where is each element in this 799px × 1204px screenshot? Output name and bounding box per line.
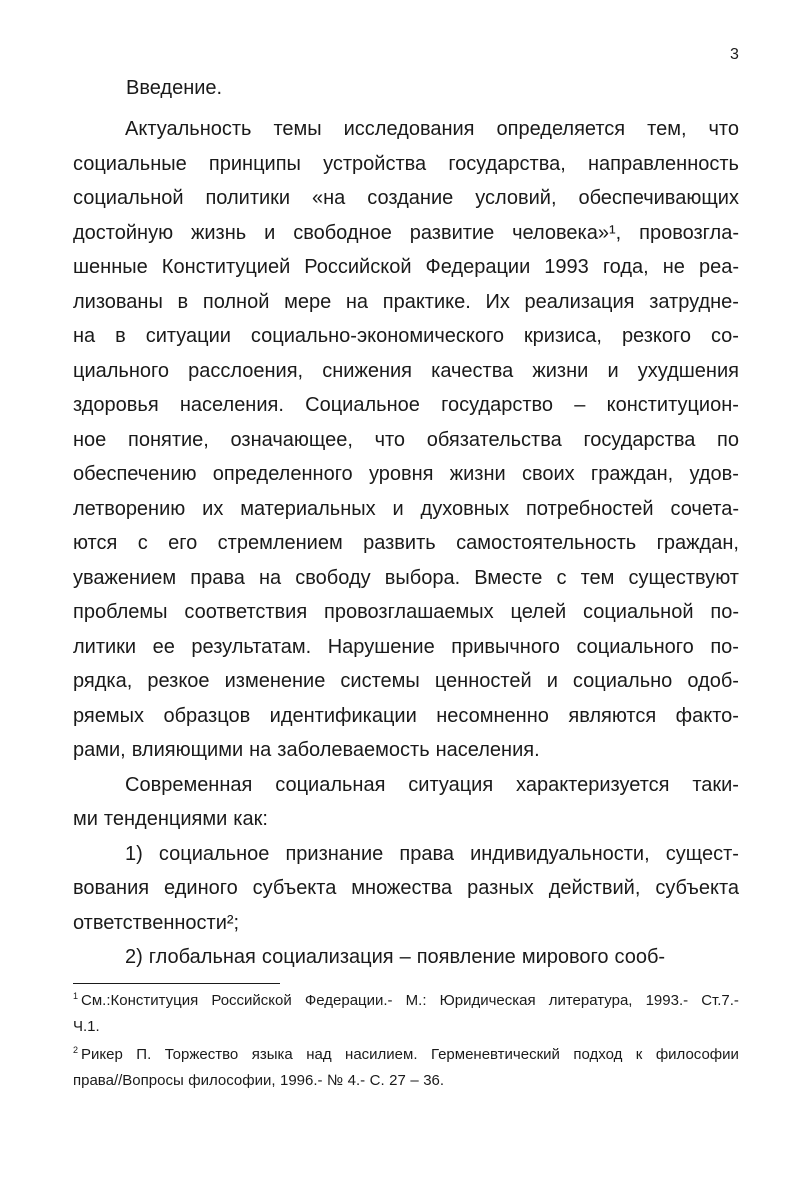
text-line: обеспечению определенного уровня жизни своих граждан, удов-	[73, 463, 739, 485]
text-line: лизованы в полной мере на практике. Их реализация затрудне-	[73, 290, 739, 313]
text-line: ряемых образцов идентификации несомненно являются факто-	[73, 704, 739, 727]
paragraph	[73, 837, 739, 941]
paragraph	[73, 768, 739, 837]
page-number: 3	[730, 46, 739, 63]
text-line: ются с его стремлением развить самостоятельность граждан,	[73, 532, 739, 554]
text-line: здоровья населения. Социальное государство – конституцион-	[73, 394, 739, 416]
section-heading: Введение.	[126, 77, 223, 99]
text-line: литики ее результатам. Нарушение привычного социального по-	[73, 635, 739, 658]
text-line: ное понятие, означающее, что обязательства государства по	[73, 428, 739, 451]
footnote-line: Ч.1.	[73, 1018, 100, 1035]
text-line: летворению их материальных и духовных потребностей сочета-	[73, 497, 739, 520]
paragraph	[73, 940, 739, 975]
text-line: проблемы соответствия провозглашаемых целей социальной по-	[73, 601, 739, 623]
text-line: социальные принципы устройства государства, направленность	[73, 152, 739, 175]
footnote-line: 1 См.:Конституция Российской Федерации.- М.: Юридическая литература, 1993.- Ст.7.-	[73, 991, 739, 1009]
paragraph	[73, 112, 739, 768]
footnote-separator	[73, 983, 280, 984]
text-line: ми тенденциями как:	[73, 808, 268, 830]
body-text	[73, 112, 739, 975]
text-line: уважением права на свободу выбора. Вместе с тем существуют	[73, 566, 739, 589]
text-line: вования единого субъекта множества разных действий, субъекта	[73, 877, 739, 899]
footnote	[73, 1042, 739, 1094]
footnote-line: 2 Рикер П. Торжество языка над насилием. Герменевтический подход к философии	[73, 1045, 739, 1063]
text-line: 2) глобальная социализация – появление мирового сооб-	[125, 946, 666, 968]
text-line: ответственности²;	[73, 911, 240, 934]
text-line: достойную жизнь и свободное развитие человека»¹, провозгла-	[73, 221, 739, 244]
text-line: циального расслоения, снижения качества жизни и ухудшения	[73, 359, 739, 382]
footnote-line: права//Вопросы философии, 1996.- № 4.- С. 27 – 36.	[73, 1072, 445, 1089]
text-line: шенные Конституцией Российской Федерации 1993 года, не реа-	[73, 256, 739, 278]
text-line: рядка, резкое изменение системы ценностей и социально одоб-	[73, 670, 739, 692]
text-line: Актуальность темы исследования определяется тем, что	[125, 118, 739, 140]
text-line: 1) социальное признание права индивидуальности, сущест-	[125, 842, 739, 865]
text-line: на в ситуации социально-экономического кризиса, резкого со-	[73, 325, 739, 347]
text-line: Современная социальная ситуация характеризуется таки-	[125, 773, 739, 796]
text-line: рами, влияющими на заболеваемость населения.	[73, 739, 540, 761]
footnotes	[73, 988, 739, 1096]
text-line: социальной политики «на создание условий, обеспечивающих	[73, 187, 739, 209]
footnote	[73, 988, 739, 1040]
